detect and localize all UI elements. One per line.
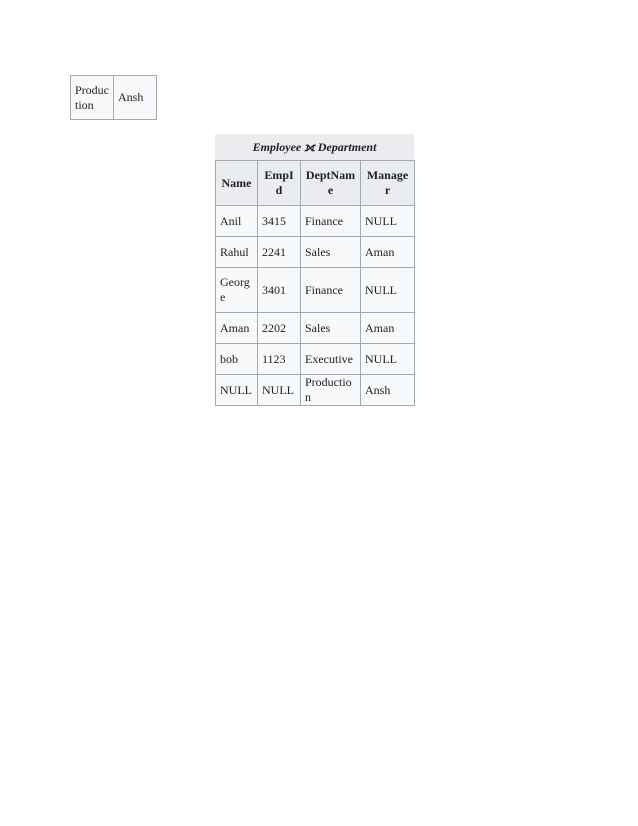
cell-deptname: Sales — [301, 237, 361, 268]
fragment-row — [71, 76, 157, 120]
cell-empid: 1123 — [258, 344, 301, 375]
cell-name: Aman — [216, 313, 258, 344]
header-row — [216, 161, 415, 206]
table-row — [216, 375, 415, 406]
cell-empid: 3401 — [258, 268, 301, 313]
cell-manager: NULL — [361, 206, 415, 237]
cell-name: Rahul — [216, 237, 258, 268]
caption-left-relation: Employee — [252, 140, 302, 154]
join-table — [215, 160, 415, 406]
cell-manager: Ansh — [361, 375, 415, 406]
fragment-table — [70, 75, 157, 120]
cell-deptname: Executive — [301, 344, 361, 375]
cell-empid: NULL — [258, 375, 301, 406]
caption-right-relation: Department — [317, 140, 377, 154]
fragment-dept-cell: Produc tion — [71, 76, 114, 120]
join-table-wrapper — [215, 134, 414, 406]
fragment-manager-cell: Ansh — [114, 76, 157, 120]
cell-manager: NULL — [361, 344, 415, 375]
cell-deptname: Finance — [301, 268, 361, 313]
cell-empid: 2241 — [258, 237, 301, 268]
cell-name: NULL — [216, 375, 258, 406]
table-row — [216, 344, 415, 375]
cell-manager: Aman — [361, 237, 415, 268]
cell-manager: NULL — [361, 268, 415, 313]
cell-name: Anil — [216, 206, 258, 237]
cell-empid: 2202 — [258, 313, 301, 344]
join-symbol: ⟗ — [304, 140, 315, 154]
table-caption — [215, 134, 414, 160]
cell-deptname: Sales — [301, 313, 361, 344]
cell-deptname: Finance — [301, 206, 361, 237]
table-row — [216, 237, 415, 268]
cell-deptname: Production — [301, 375, 361, 406]
table-row — [216, 313, 415, 344]
header-empid: EmpI d — [258, 161, 301, 206]
table-row — [216, 268, 415, 313]
header-name: Name — [216, 161, 258, 206]
header-manager: Manage r — [361, 161, 415, 206]
cell-name: bob — [216, 344, 258, 375]
header-deptname: DeptName — [301, 161, 361, 206]
cell-manager: Aman — [361, 313, 415, 344]
cell-empid: 3415 — [258, 206, 301, 237]
cell-name: Georg e — [216, 268, 258, 313]
table-row — [216, 206, 415, 237]
